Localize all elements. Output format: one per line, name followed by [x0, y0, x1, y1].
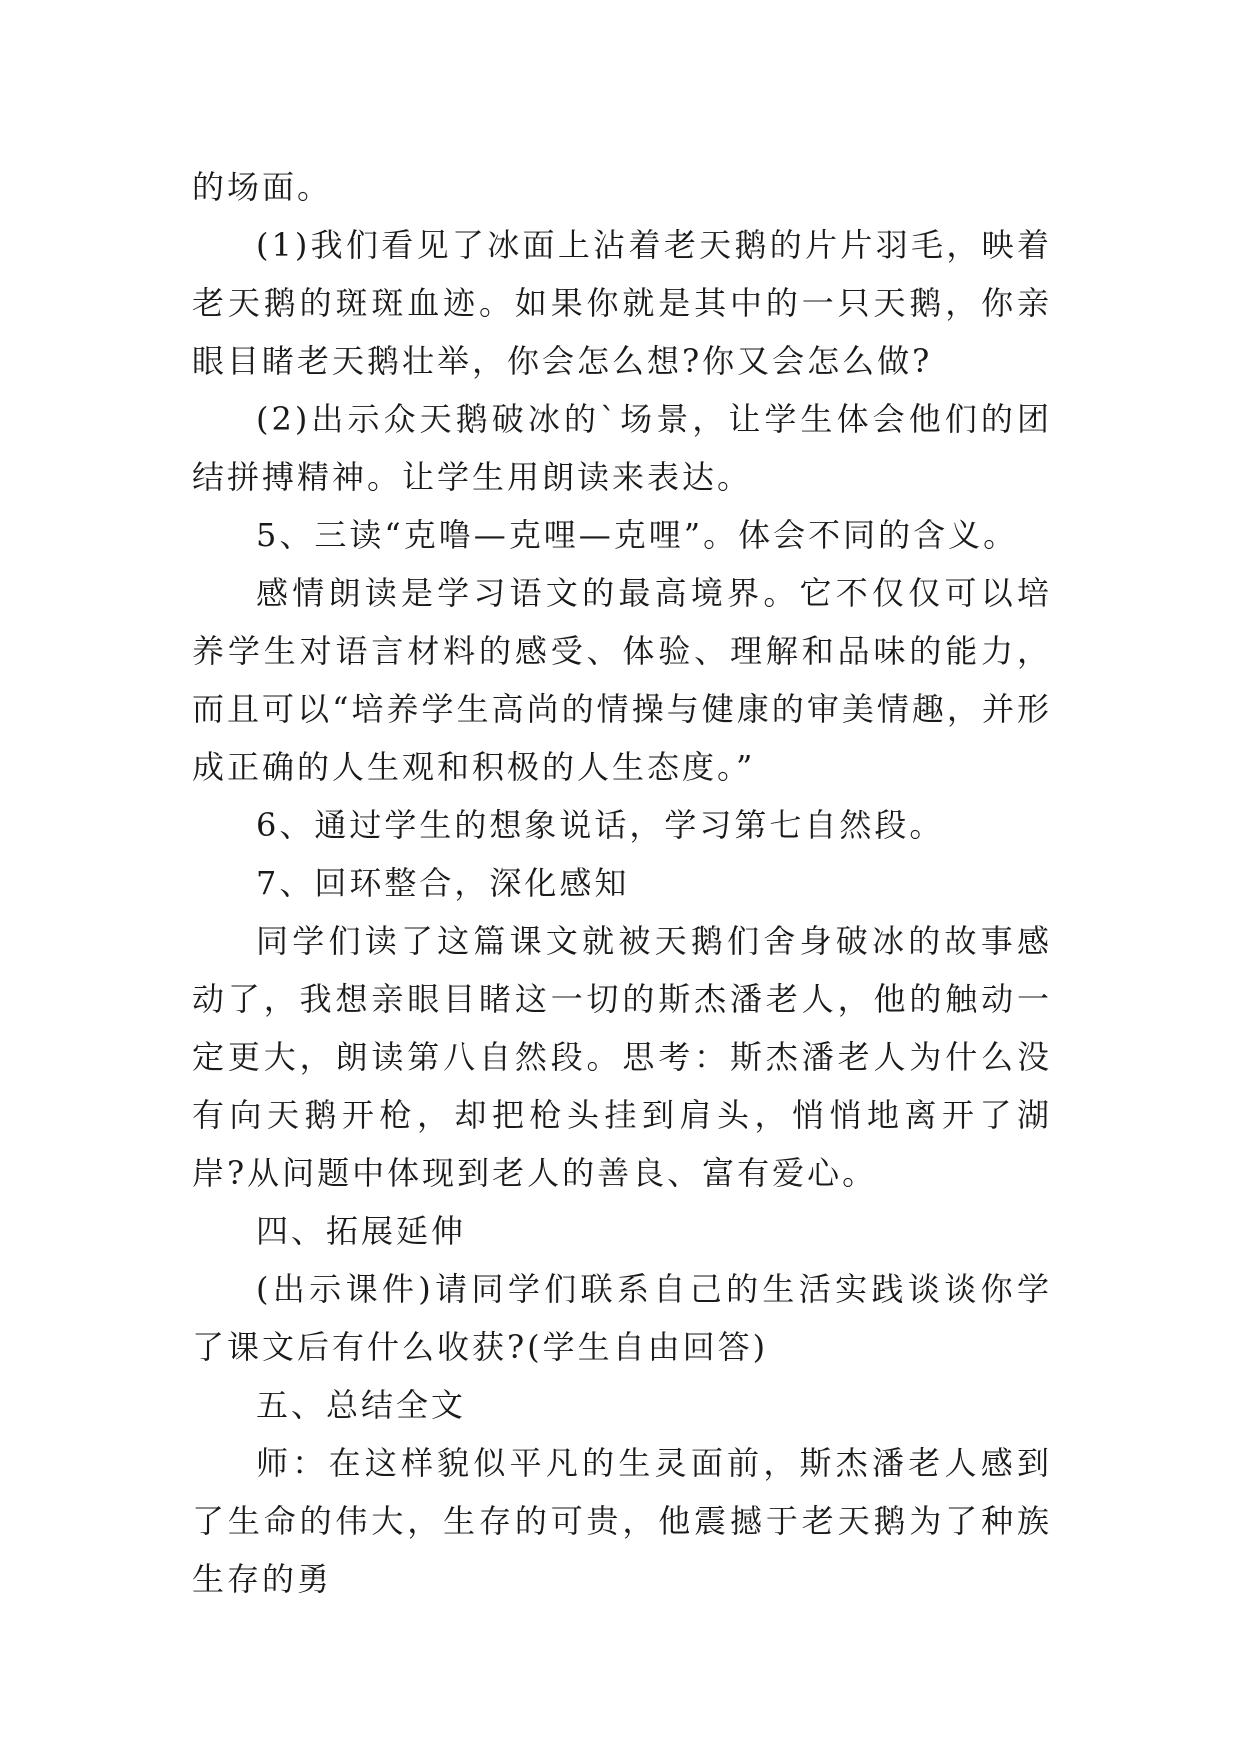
section-heading-summary: 五、总结全文 [256, 1386, 467, 1424]
paragraph-extension: (出示课件)请同学们联系自己的生活实践谈谈你学了课文后有什么收获?(学生自由回答) [192, 1270, 1052, 1366]
paragraph-reading-commentary: 感情朗读是学习语文的最高境界。它不仅仅可以培养学生对语言材料的感受、体验、理解和品味的能力，而且可以“培养学生高尚的情操与健康的审美情趣，并形成正确的人生观和积极的人生态度。” [192, 574, 1052, 786]
paragraph-story-reflection: 同学们读了这篇课文就被天鹅们舍身破冰的故事感动了，我想亲眼目睹这一切的斯杰潘老人，他的触动一定更大，朗读第八自然段。思考：斯杰潘老人为什么没有向天鹅开枪，却把枪头挂到肩头，悄悄地离开了湖岸?从问题中体现到老人的善良、富有爱心。 [192, 922, 1052, 1192]
paragraph-item-7: 7、回环整合，深化感知 [256, 864, 630, 902]
paragraph-summary: 师：在这样貌似平凡的生灵面前，斯杰潘老人感到了生命的伟大，生存的可贵，他震撼于老天鹅为了种族生存的勇 [192, 1444, 1052, 1598]
section-heading-extension: 四、拓展延伸 [256, 1212, 467, 1250]
document-body [192, 158, 1052, 1608]
paragraph-item-5: 5、三读“克噜—克哩—克哩”。体会不同的含义。 [256, 516, 1019, 554]
paragraph-step-1: (1)我们看见了冰面上沾着老天鹅的片片羽毛，映着老天鹅的斑斑血迹。如果你就是其中的一只天鹅，你亲眼目睹老天鹅壮举，你会怎么想?你又会怎么做? [192, 226, 1052, 380]
paragraph-continuation: 的场面。 [192, 168, 333, 206]
paragraph-item-6: 6、通过学生的想象说话，学习第七自然段。 [256, 806, 945, 844]
paragraph-step-2: (2)出示众天鹅破冰的`场景，让学生体会他们的团结拼搏精神。让学生用朗读来表达。 [192, 400, 1052, 496]
